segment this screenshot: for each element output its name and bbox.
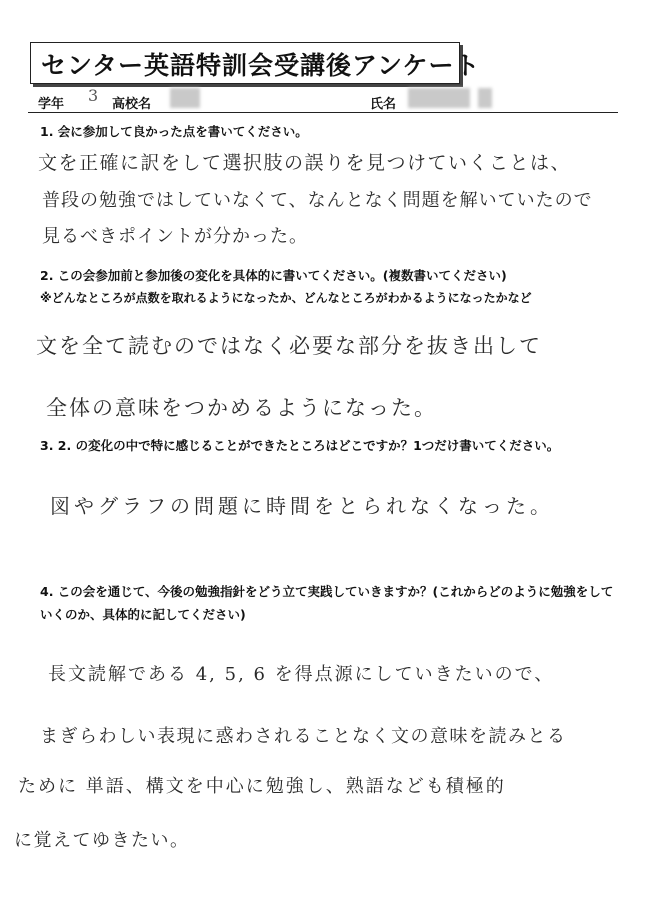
answer-4-line-1: 長文読解である 4, 5, 6 を得点源にしていきたいので、 — [48, 664, 555, 685]
answer-4-line-4: に覚えてゆきたい。 — [14, 830, 190, 851]
answer-2-line-1: 文を全て読むのではなく必要な部分を抜き出して — [36, 334, 542, 358]
answer-2-line-2: 全体の意味をつかめるようになった。 — [46, 396, 437, 420]
student-name-redacted — [408, 88, 470, 108]
question-2: 2. この会参加前と参加後の変化を具体的に書いてください。(複数書いてください) — [40, 268, 507, 283]
question-1: 1. 会に参加して良かった点を書いてください。 — [40, 124, 308, 139]
question-4-line-1: 4. この会を通じて、今後の勉強指針をどう立て実践していきますか？(これからどのように勉強をして — [40, 584, 614, 599]
answer-4-line-3: ために 単語、構文を中心に勉強し、熟語なども積極的 — [18, 776, 506, 797]
question-3: 3. 2. の変化の中で特に感じることができたところはどこですか？1つだけ書いてください。 — [40, 438, 560, 453]
school-label: 高校名 — [112, 97, 152, 112]
answer-3-line-1: 図やグラフの問題に時間をとられなくなった。 — [50, 494, 554, 518]
school-name-redacted — [170, 88, 200, 108]
question-4-line-2: いくのか、具体的に記してください) — [40, 607, 246, 622]
form-title: センター英語特訓会受講後アンケート — [41, 51, 481, 80]
student-name-redacted-2 — [478, 88, 492, 108]
answer-1-line-3: 見るべきポイントが分かった。 — [42, 226, 308, 247]
name-label: 氏名 — [370, 97, 397, 112]
grade-label: 学年 — [38, 97, 65, 112]
header-underline — [28, 112, 618, 113]
answer-4-line-2: まぎらわしい表現に惑わされることなく文の意味を読みとる — [40, 726, 567, 747]
title-box — [30, 42, 481, 84]
answer-1-line-2: 普段の勉強ではしていなくて、なんとなく問題を解いていたので — [42, 190, 593, 211]
grade-value: 3 — [88, 86, 99, 105]
answer-1-line-1: 文を正確に訳をして選択肢の誤りを見つけていくことは、 — [38, 152, 572, 174]
question-2-note: ※どんなところが点数を取れるようになったか、どんなところがわかるようになったかなど — [40, 291, 532, 305]
